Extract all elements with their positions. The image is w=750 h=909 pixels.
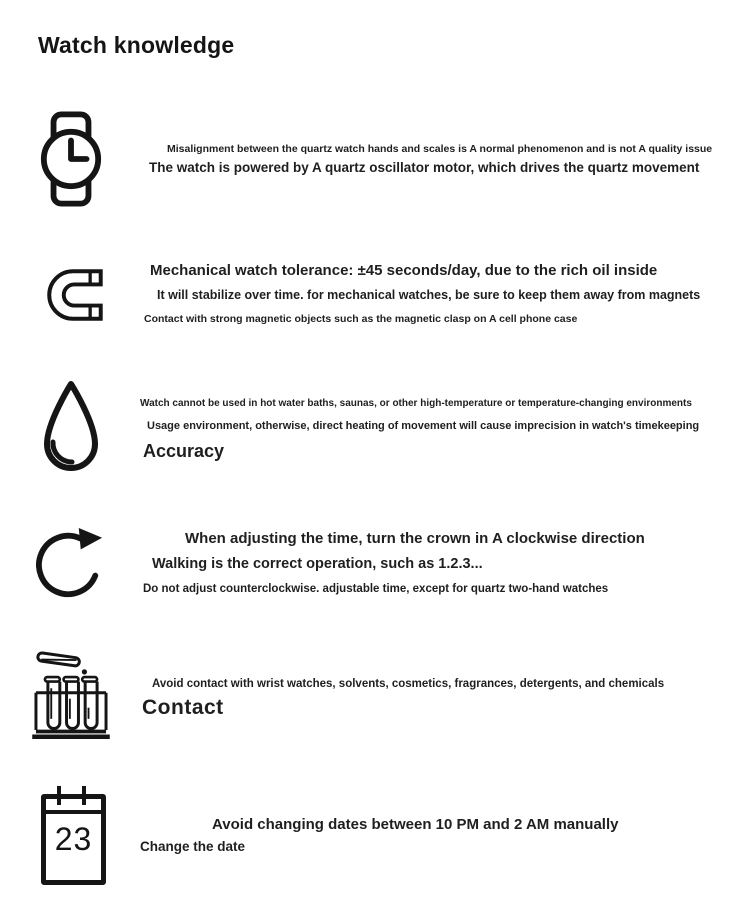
knowledge-line: The watch is powered by A quartz oscillator motor, which drives the quartz movement <box>149 160 700 175</box>
water-drop-icon <box>39 378 103 478</box>
calendar-day-number: 23 <box>54 821 93 857</box>
calendar-ring-icon <box>57 786 61 805</box>
page-title: Watch knowledge <box>38 32 235 58</box>
calendar-icon <box>41 794 106 885</box>
knowledge-line: Contact with strong magnetic objects such as the magnetic clasp on A cell phone case <box>144 313 578 325</box>
knowledge-line: It will stabilize over time. for mechanical watches, be sure to keep them away from magnets <box>157 288 701 302</box>
test-tubes-icon <box>30 645 112 742</box>
calendar-header-line <box>46 810 101 814</box>
knowledge-line: Avoid contact with wrist watches, solvents, cosmetics, fragrances, detergents, and chemicals <box>152 678 665 690</box>
magnet-icon <box>40 262 106 328</box>
knowledge-line: Avoid changing dates between 10 PM and 2 AM manually <box>212 816 619 833</box>
clockwise-arrow-icon <box>36 520 106 604</box>
knowledge-line: When adjusting the time, turn the crown in A clockwise direction <box>185 530 645 547</box>
knowledge-line: Do not adjust counterclockwise. adjustable time, except for quartz two-hand watches <box>143 583 609 595</box>
knowledge-line: Misalignment between the quartz watch hands and scales is A normal phenomenon and is not A quality issue <box>167 143 713 155</box>
knowledge-line: Contact <box>142 696 224 719</box>
calendar-ring-icon <box>82 786 86 805</box>
knowledge-line: Usage environment, otherwise, direct heating of movement will cause imprecision in watch's timekeeping <box>147 420 700 432</box>
knowledge-line: Accuracy <box>143 441 225 461</box>
knowledge-line: Mechanical watch tolerance: ±45 seconds/day, due to the rich oil inside <box>150 262 658 279</box>
knowledge-line: Walking is the correct operation, such as 1.2.3... <box>152 556 483 572</box>
knowledge-line: Watch cannot be used in hot water baths, saunas, or other high-temperature or temperature-changing environments <box>140 398 692 409</box>
knowledge-line: Change the date <box>140 839 246 854</box>
wristwatch-icon <box>38 110 104 208</box>
